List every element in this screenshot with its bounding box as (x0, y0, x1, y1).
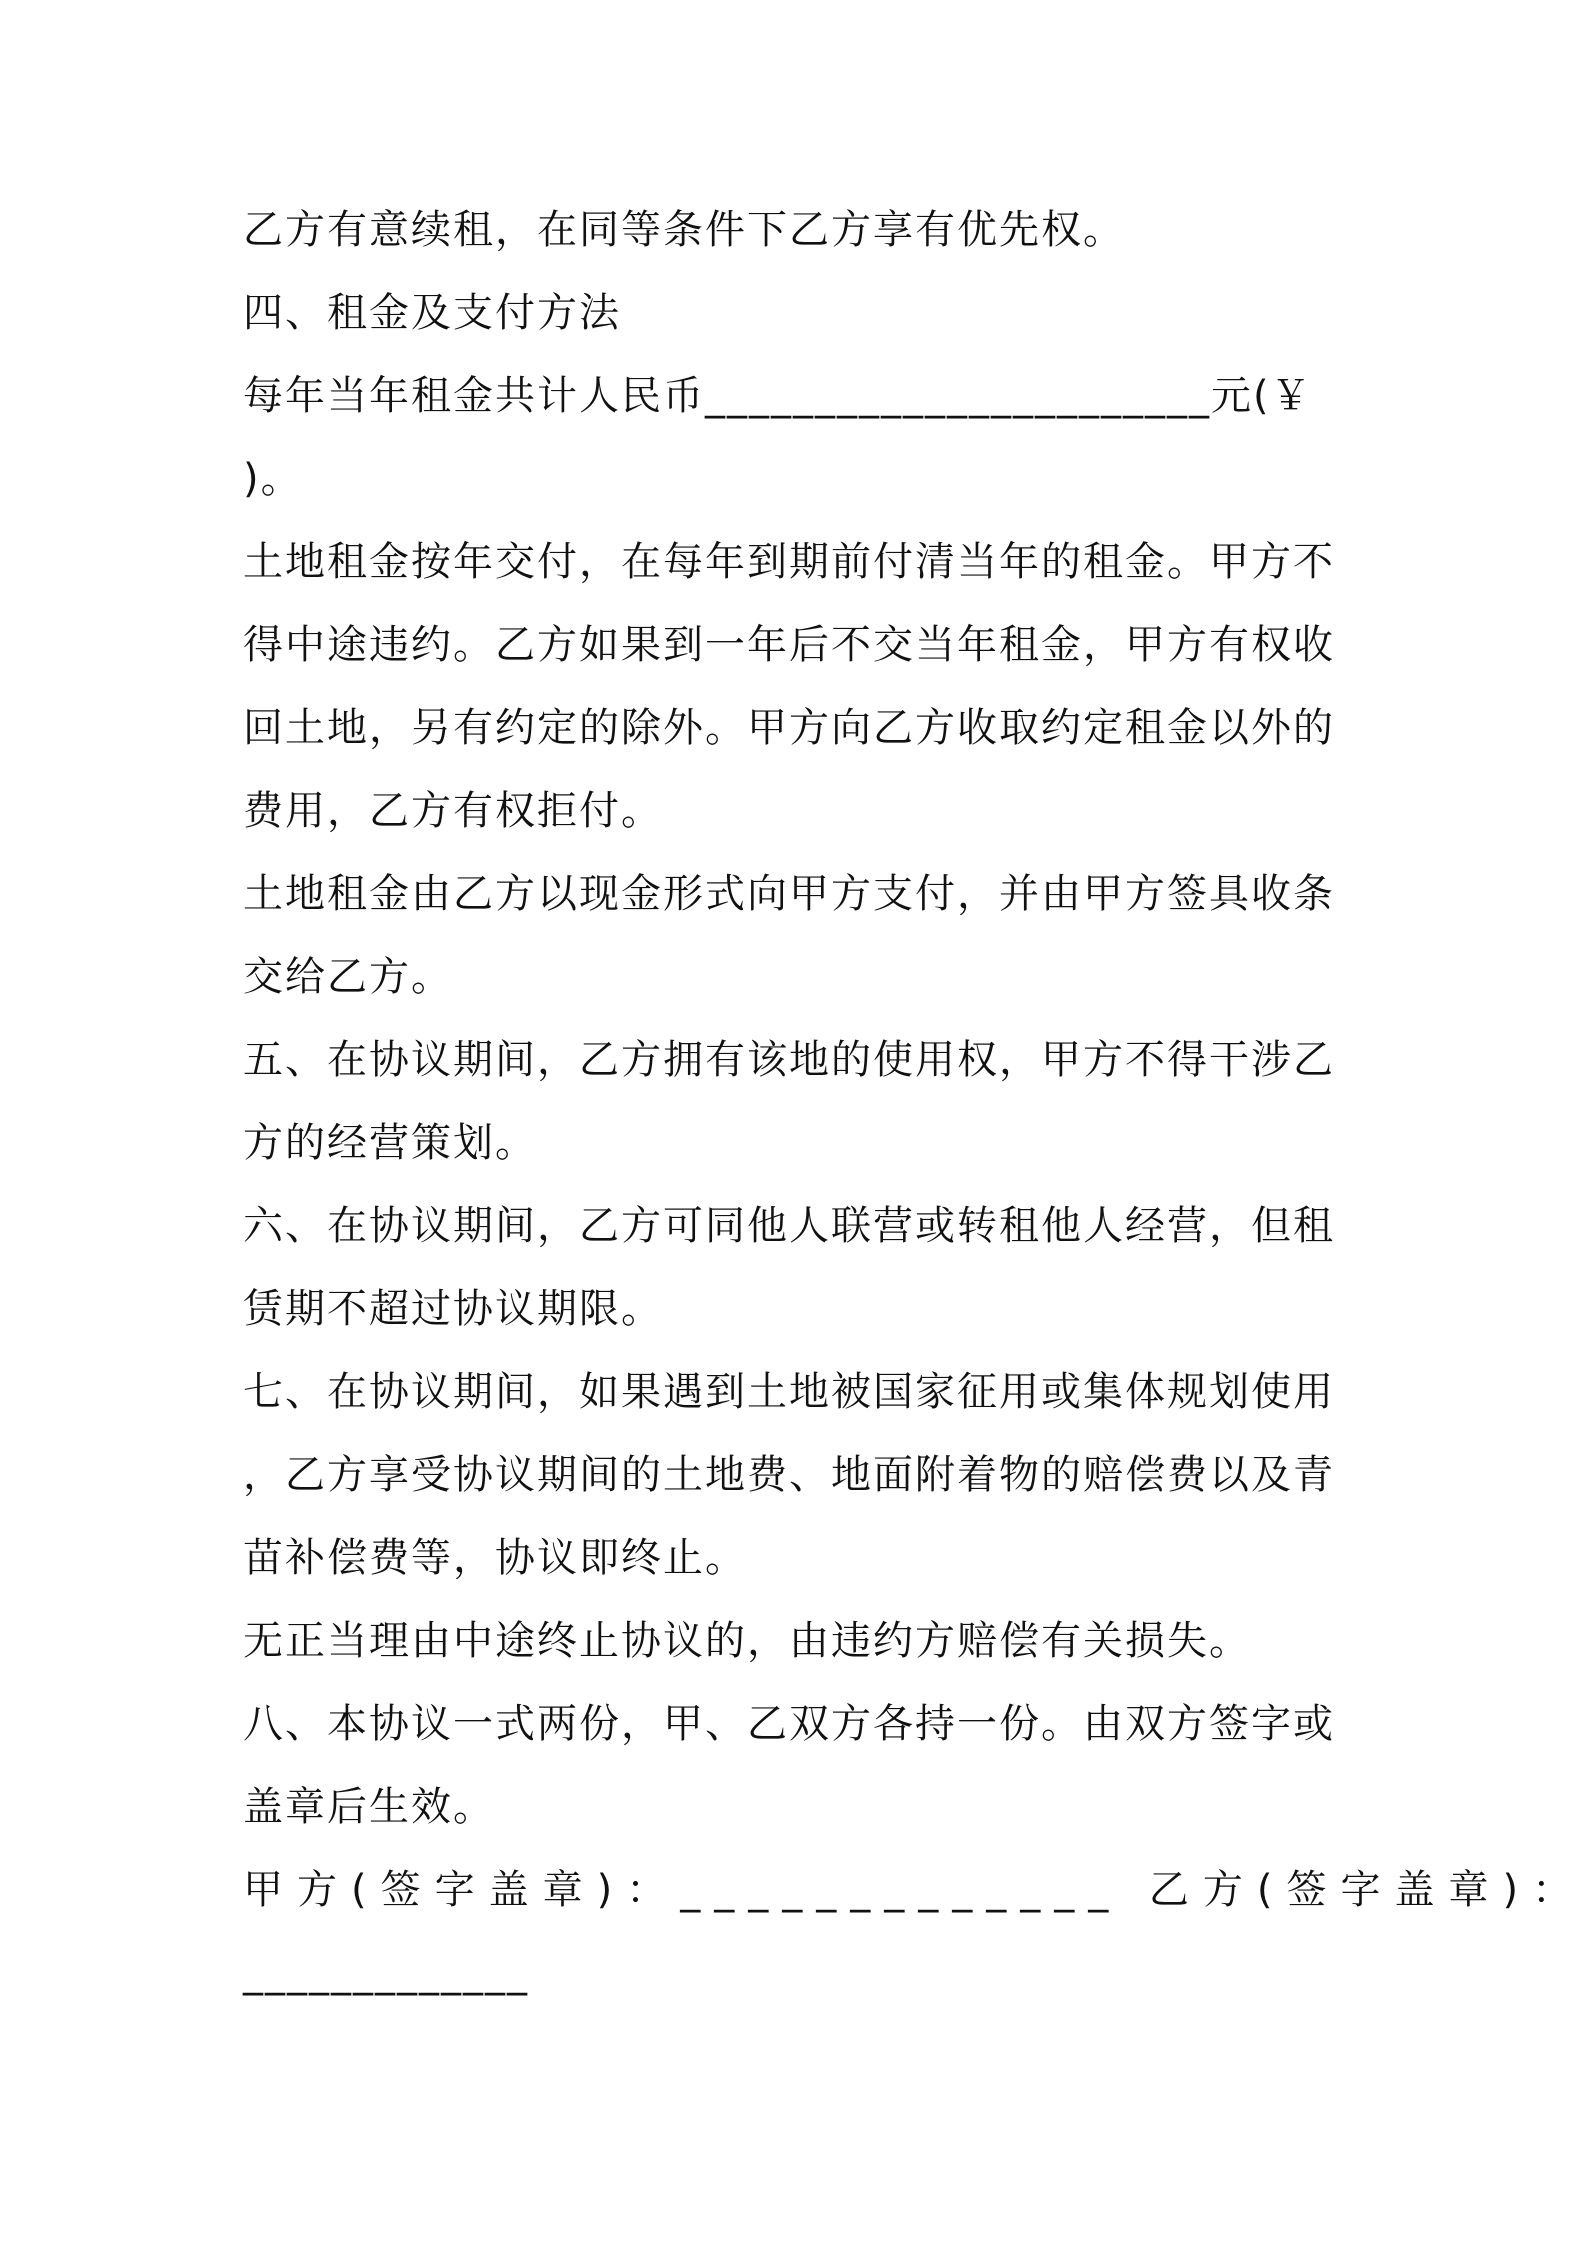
text-line: 五、在协议期间，乙方拥有该地的使用权，甲方不得干涉乙 (243, 1037, 1335, 1083)
text-line: 交给乙方。 (243, 954, 453, 1000)
text-line: 六、在协议期间，乙方可同他人联营或转租他人经营，但租 (243, 1203, 1335, 1249)
text-line: 赁期不超过协议期限。 (243, 1286, 663, 1332)
rent-amount-line: 每年当年租金共计人民币_______________________元(￥ (243, 373, 1313, 419)
text-line: 得中途违约。乙方如果到一年后不交当年租金，甲方有权收 (243, 622, 1335, 668)
signature-blank: _____________ (243, 1950, 529, 1996)
text-line: 苗补偿费等，协议即终止。 (243, 1535, 747, 1581)
signature-line: 甲方(签字盖章)：_____________ 乙方(签字盖章)： (243, 1867, 1586, 1913)
text-line: ，乙方享受协议期间的土地费、地面附着物的赔偿费以及青 (243, 1452, 1335, 1498)
text-line: 八、本协议一式两份，甲、乙双方各持一份。由双方签字或 (243, 1701, 1335, 1747)
section-heading: 四、租金及支付方法 (243, 290, 621, 336)
text-line: 土地租金由乙方以现金形式向甲方支付，并由甲方签具收条 (243, 871, 1335, 917)
text-line: 土地租金按年交付，在每年到期前付清当年的租金。甲方不 (243, 539, 1335, 585)
text-line: )。 (243, 456, 303, 502)
text-line: 乙方有意续租，在同等条件下乙方享有优先权。 (243, 207, 1125, 253)
text-line: 方的经营策划。 (243, 1120, 537, 1166)
text-line: 无正当理由中途终止协议的，由违约方赔偿有关损失。 (243, 1618, 1251, 1664)
text-line: 盖章后生效。 (243, 1784, 495, 1830)
text-line: 回土地，另有约定的除外。甲方向乙方收取约定租金以外的 (243, 705, 1335, 751)
text-line: 费用，乙方有权拒付。 (243, 788, 663, 834)
text-line: 七、在协议期间，如果遇到土地被国家征用或集体规划使用 (243, 1369, 1335, 1415)
